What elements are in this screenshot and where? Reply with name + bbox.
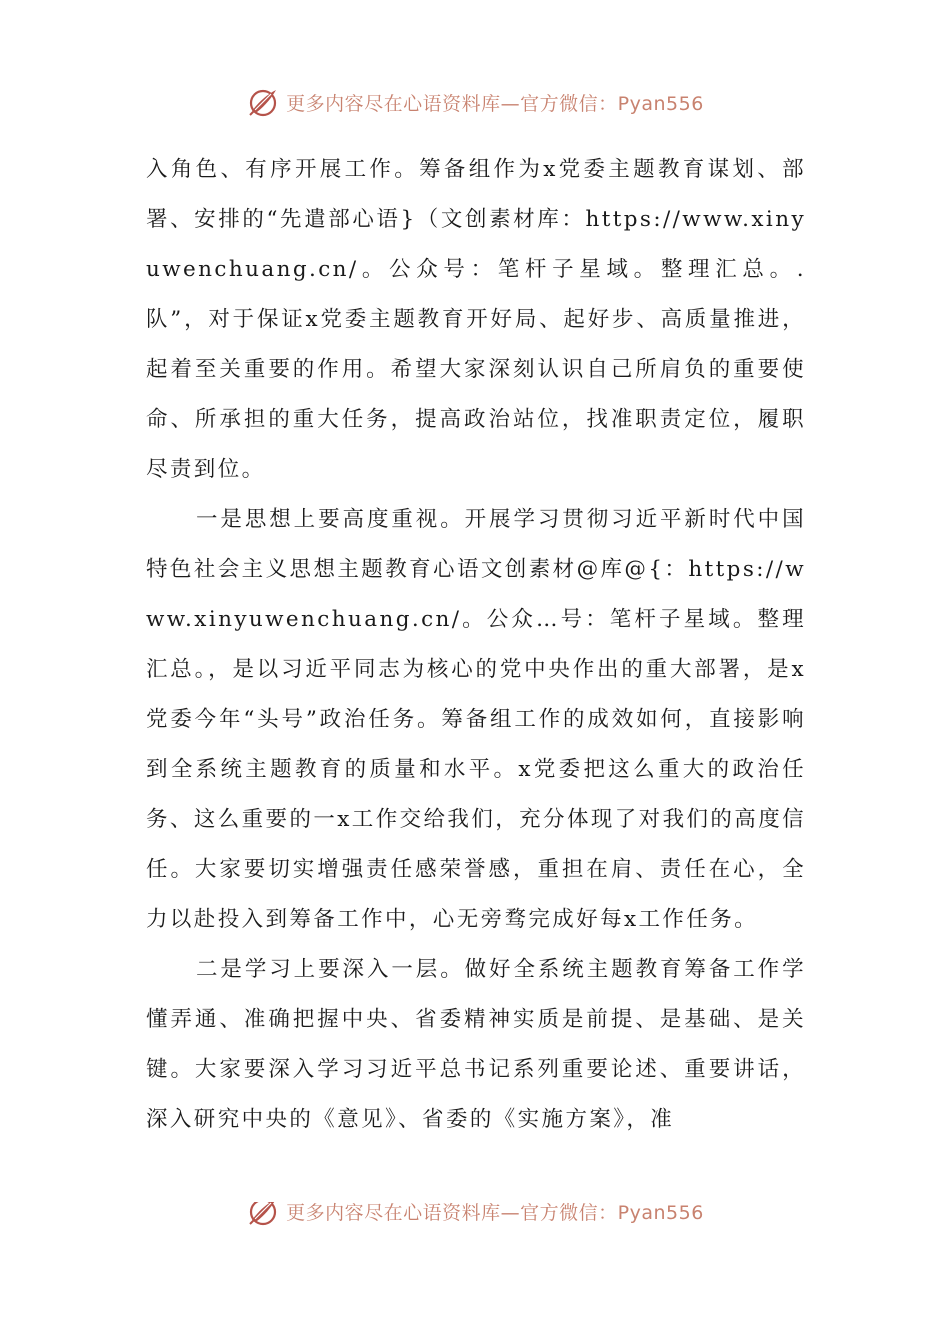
paragraph-1: 入角色、有序开展工作。筹备组作为x党委主题教育谋划、部署、安排的“先遣部心语}（文创素材库：https://www.xinyuwenchuang.cn/。公众号：笔杆子星域。整理汇总。.队”，对于保证x党委主题教育开好局、起好步、高质量推进，起着至关重要的作用。希望大家深刻认识自己所肩负的重要使命、所承担的重大任务，提高政治站位，找准职责定位，履职尽责到位。	[146, 157, 806, 482]
header-watermark-banner	[0, 82, 950, 122]
footer-watermark-banner	[0, 1202, 950, 1232]
quill-pen-logo-icon-footer	[246, 1202, 280, 1228]
quill-pen-logo-icon	[246, 85, 280, 119]
document-body	[146, 145, 806, 1145]
paragraph-2: 一是思想上要高度重视。开展学习贯彻习近平新时代中国特色社会主义思想主题教育心语文创素材@库@{：https://www.xinyuwenchuang.cn/。公众…号：笔杆子星域。整理汇总。，是以习近平同志为核心的党中央作出的重大部署，是x党委今年“头号”政治任务。筹备组工作的成效如何，直接影响到全系统主题教育的质量和水平。x党委把这么重大的政治任务、这么重要的一x工作交给我们，充分体现了对我们的高度信任。大家要切实增强责任感荣誉感，重担在肩、责任在心，全力以赴投入到筹备工作中，心无旁骛完成好每x工作任务。	[146, 507, 806, 932]
header-watermark-text: 更多内容尽在心语资料库—官方微信：Pyan556	[286, 92, 704, 115]
paragraph-3: 二是学习上要深入一层。做好全系统主题教育筹备工作学懂弄通、准确把握中央、省委精神实质是前提、是基础、是关键。大家要深入学习习近平总书记系列重要论述、重要讲话，深入研究中央的《意见》、省委的《实施方案》，准	[146, 957, 806, 1132]
footer-watermark-text: 更多内容尽在心语资料库—官方微信：Pyan556	[286, 1202, 704, 1224]
